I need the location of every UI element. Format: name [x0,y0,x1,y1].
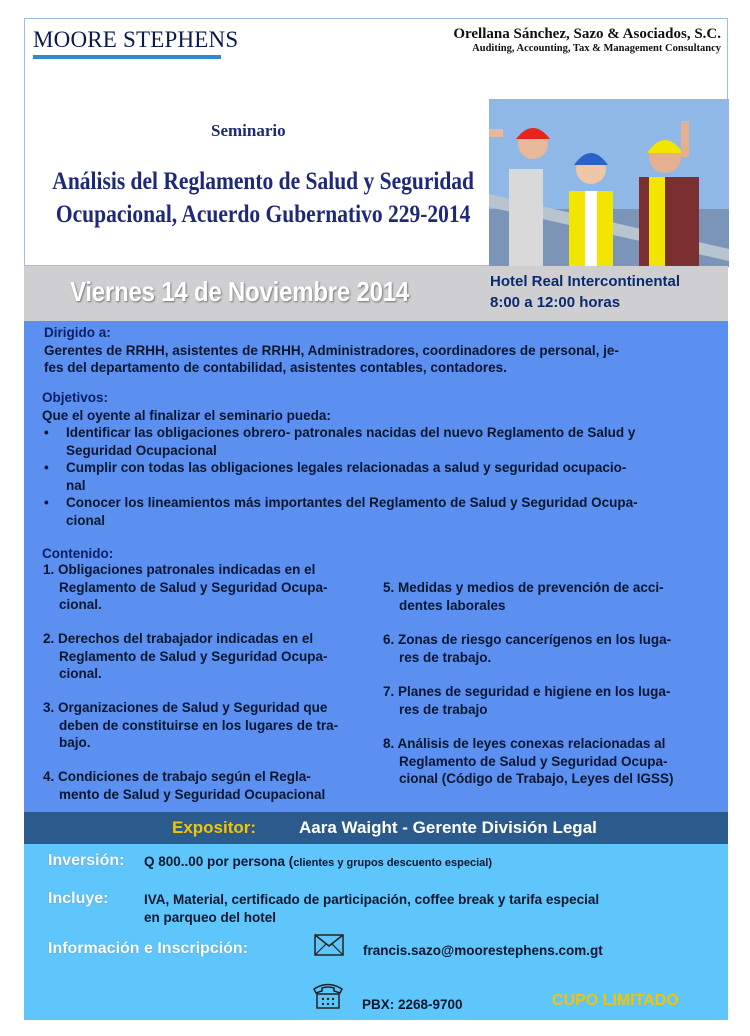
content-heading: Contenido: [42,546,114,561]
safety-workers-photo [489,99,729,267]
objective-item: • Identificar las obligaciones obrero- patronales nacidas del nuevo Reglamento de Salud y Seguridad Ocupacional [42,424,714,459]
includes-label: Incluye: [48,890,109,907]
registration-section [24,844,728,1020]
contact-phone: PBX: 2268-9700 [362,997,463,1012]
audience-line-1: Gerentes de RRHH, asistentes de RRHH, Administradores, coordinadores de personal, je- [44,342,619,358]
envelope-icon [314,934,344,961]
telephone-icon [311,980,345,1015]
logo-underline [33,55,221,59]
title-line-2: Ocupacional, Acuerdo Gubernativo 229-2014 [55,201,471,228]
audience-heading: Dirigido a: [44,325,111,340]
objectives-heading: Objetivos: [42,390,109,405]
price-value: Q 800..00 por persona (clientes y grupos descuento especial) [144,854,492,869]
limited-seats-notice: CUPO LIMITADO [552,992,679,1009]
seminar-flyer [24,18,728,1020]
objectives-list [42,424,714,529]
speaker-bar [24,812,728,844]
audience-line-2: fes del departamento de contabilidad, asistentes contables, contadores. [44,360,507,375]
audience-block [44,324,712,377]
content-item: 3. Organizaciones de Salud y Seguridad que deben de constituirse en los lugares de tra- bajo. [43,700,339,750]
firm-block [453,26,721,54]
objective-item: • Conocer los lineamientos más importantes del Reglamento de Salud y Seguridad Ocupa- cional [42,494,714,529]
content-item: 1. Obligaciones patronales indicadas en el Reglamento de Salud y Seguridad Ocupa- cional. [43,562,328,612]
content-item: 8. Análisis de leyes conexas relacionadas al Reglamento de Salud y Seguridad Ocupa- cional (Código de Trabajo, Leyes del IGSS) [383,736,674,786]
objectives-block [42,389,714,529]
title-line-1: Análisis del Reglamento de Salud y Seguridad [52,168,475,195]
contact-email[interactable]: francis.sazo@moorestephens.com.gt [363,943,603,958]
event-date: Viernes 14 de Noviembre 2014 [70,276,410,307]
event-time: 8:00 a 12:00 horas [490,294,621,311]
includes-text: IVA, Material, certificado de participación, coffee break y tarifa especial en parqueo del hotel [144,892,600,925]
firm-tagline: Auditing, Accounting, Tax & Management Consultancy [472,43,721,54]
date-band [24,266,728,321]
firm-name: Orellana Sánchez, Sazo & Asociados, S.C. [453,26,721,42]
moore-stephens-logo: MOORE STEPHENS [33,27,239,52]
objective-item: • Cumplir con todas las obligaciones legales relacionadas a salud y seguridad ocupacio- nal [42,459,714,494]
venue-block [490,271,680,313]
event-type: Seminario [211,121,286,140]
content-item: 5. Medidas y medios de prevención de acci- dentes laborales [383,580,664,613]
details-section [24,321,728,812]
content-item: 2. Derechos del trabajador indicadas en el Reglamento de Salud y Seguridad Ocupa- cional. [43,631,328,681]
objectives-intro: Que el oyente al finalizar el seminario pueda: [42,407,331,423]
speaker-label: Expositor: [172,818,257,837]
content-item: 6. Zonas de riesgo cancerígenos en los luga- res de trabajo. [383,632,672,665]
content-item: 4. Condiciones de trabajo según el Regla- mento de Salud y Seguridad Ocupacional [43,769,326,802]
price-label: Inversión: [48,852,125,869]
venue: Hotel Real Intercontinental [490,273,681,290]
speaker-name: Aara Waight - Gerente División Legal [299,818,597,837]
flyer-header [24,18,728,266]
content-item: 7. Planes de seguridad e higiene en los luga- res de trabajo [383,684,671,717]
seminar-title [43,165,483,231]
info-label: Información e Inscripción: [48,940,249,957]
